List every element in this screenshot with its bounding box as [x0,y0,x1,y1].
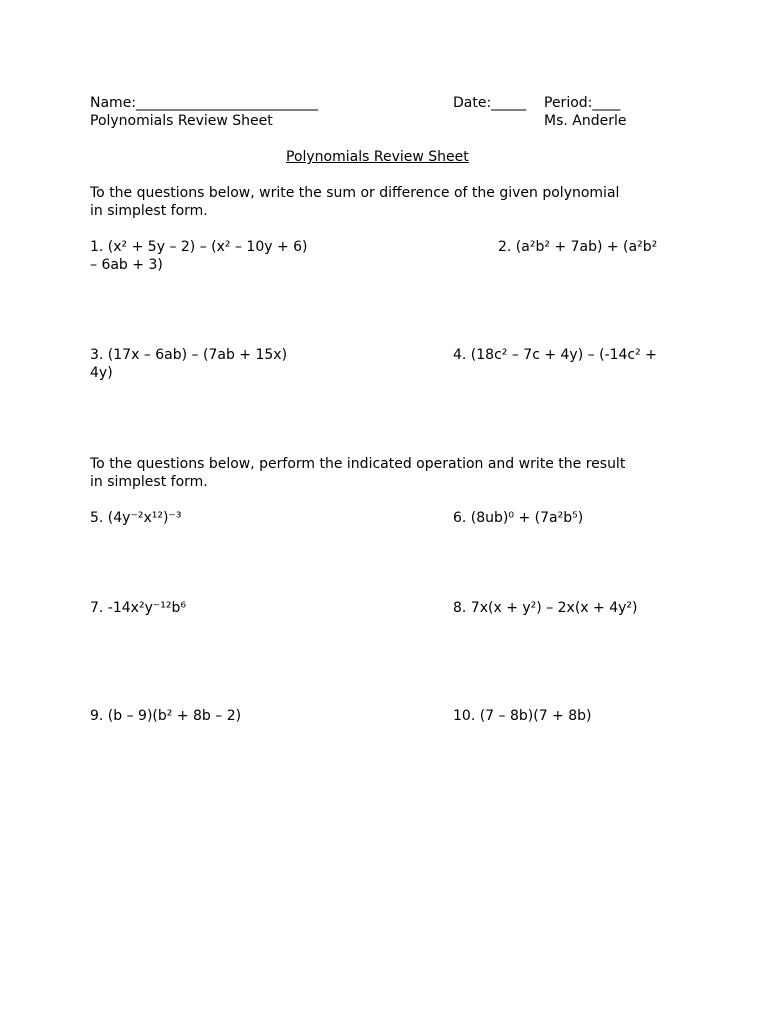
problem-2: 2. (a²b² + 7ab) + (a²b² [498,239,658,255]
problem-8: 8. 7x(x + y²) – 2x(x + 4y²) [453,600,638,616]
problem-5: 5. (4y⁻²x¹²)⁻³ [90,510,182,526]
teacher-name: Ms. Anderle [544,113,627,129]
name-field: Name:__________________________ [90,95,319,111]
problem-10: 10. (7 – 8b)(7 + 8b) [453,708,592,724]
date-field: Date:_____ [453,95,527,111]
problem-7: 7. -14x²y⁻¹²b⁶ [90,600,186,616]
problem-3: 3. (17x – 6ab) – (7ab + 15x) [90,347,288,363]
section1-instructions-line2: in simplest form. [90,203,208,219]
problem-4: 4. (18c² – 7c + 4y) – (-14c² + [453,347,657,363]
problem-6: 6. (8ub)⁰ + (7a²b⁵) [453,510,584,526]
problem-9: 9. (b – 9)(b² + 8b – 2) [90,708,242,724]
page-title: Polynomials Review Sheet [286,149,469,165]
section2-instructions-line2: in simplest form. [90,474,208,490]
section1-instructions-line1: To the questions below, write the sum or difference of the given polynomial [90,185,620,201]
problem-1: 1. (x² + 5y – 2) – (x² – 10y + 6) [90,239,308,255]
header-subtitle: Polynomials Review Sheet [90,113,273,129]
period-field: Period:____ [544,95,621,111]
problem-4-continued: 4y) [90,365,113,381]
problem-2-continued: – 6ab + 3) [90,257,163,273]
section2-instructions-line1: To the questions below, perform the indicated operation and write the result [90,456,626,472]
